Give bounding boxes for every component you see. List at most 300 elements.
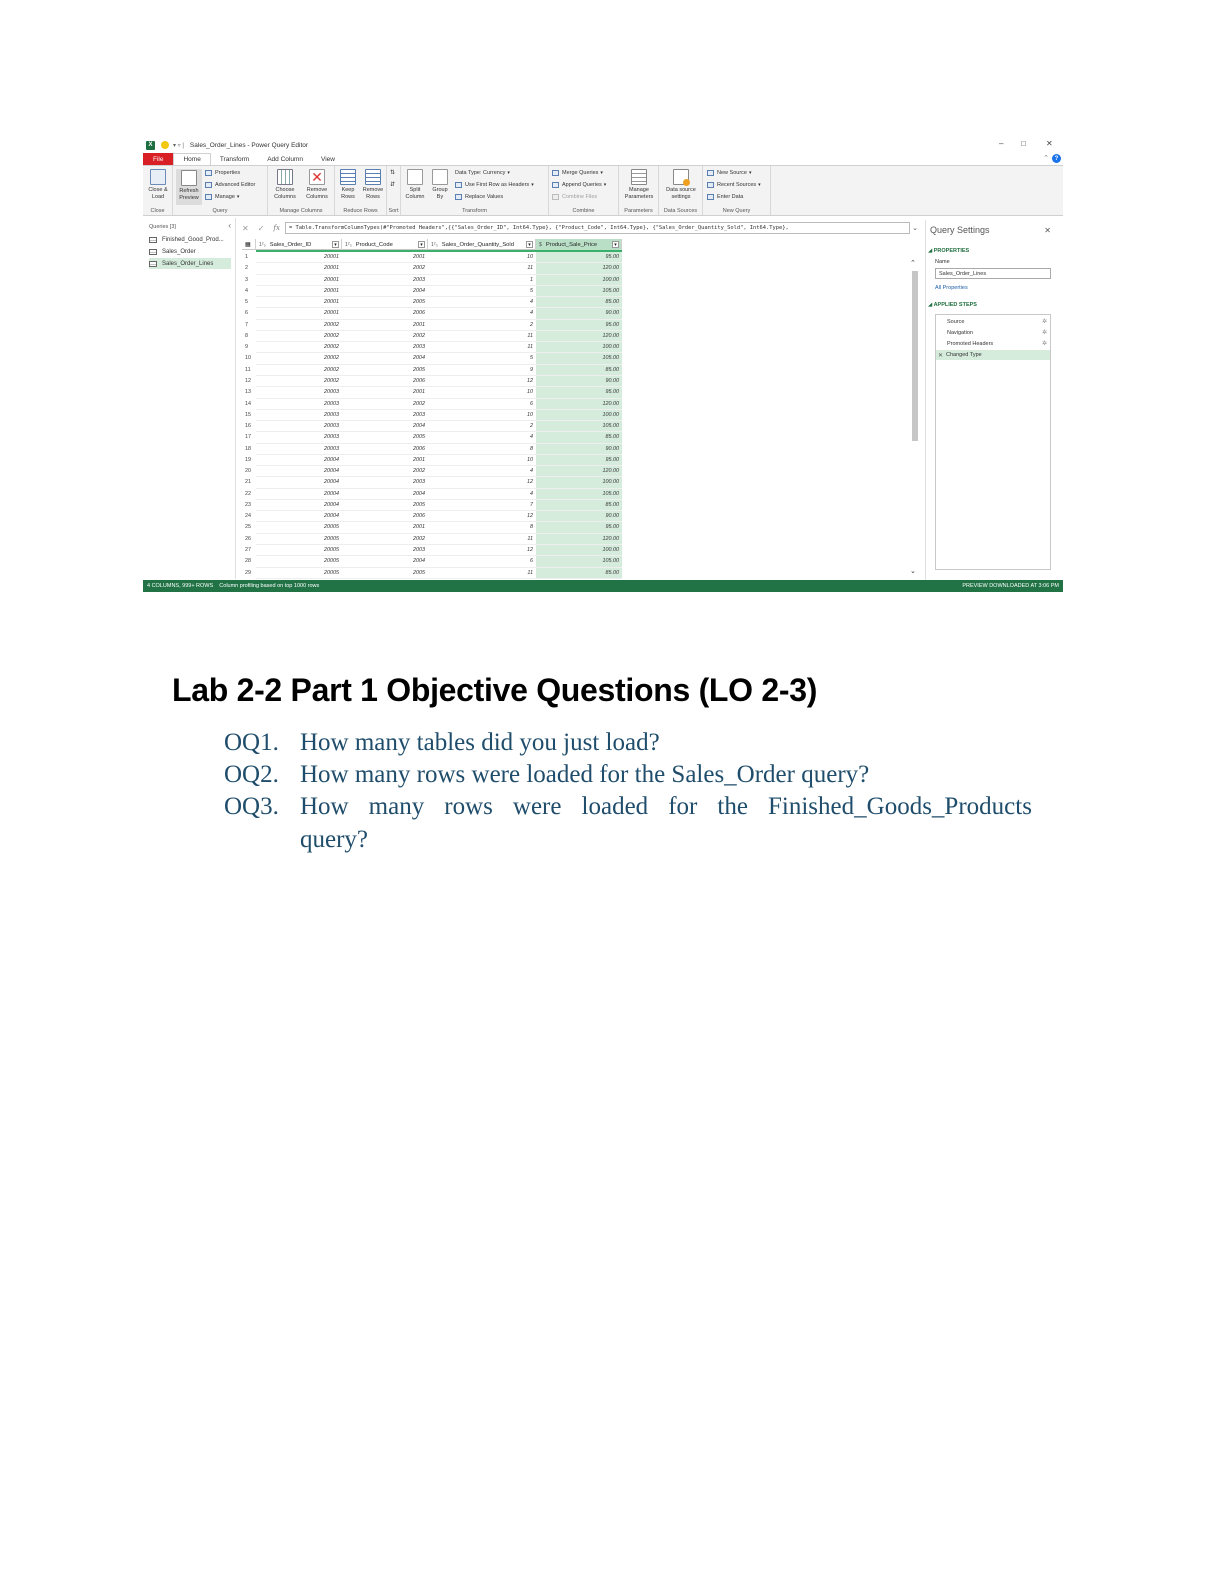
tab-home[interactable]: Home: [173, 153, 210, 165]
formula-bar: [242, 222, 918, 234]
query-item-finished-goods[interactable]: [149, 234, 231, 245]
question-number: OQ2.: [224, 761, 279, 788]
row-number[interactable]: 14: [245, 400, 251, 407]
collapse-pane-icon[interactable]: ‹: [228, 221, 231, 230]
table-cell[interactable]: 2005: [342, 500, 428, 511]
table-cell[interactable]: 12: [428, 511, 536, 522]
help-icon[interactable]: ?: [1052, 154, 1061, 163]
tab-view[interactable]: View: [320, 155, 335, 163]
fx-icon: fx: [273, 224, 280, 232]
gear-icon[interactable]: ✲: [1041, 319, 1047, 325]
close-window-icon[interactable]: ✕: [1046, 139, 1053, 148]
table-cell[interactable]: 20005: [256, 556, 342, 567]
table-cell[interactable]: 2004: [342, 489, 428, 500]
table-row[interactable]: [242, 410, 622, 421]
split-column-button[interactable]: [403, 169, 427, 200]
advanced-editor-button[interactable]: [205, 182, 255, 188]
row-number[interactable]: 26: [245, 535, 251, 542]
table-cell[interactable]: 90.00: [536, 308, 622, 319]
group-manage-columns-label: Manage Columns: [279, 208, 323, 214]
row-number[interactable]: 11: [245, 366, 251, 373]
properties-icon: [205, 170, 212, 176]
table-cell[interactable]: 2002: [342, 534, 428, 545]
quick-access-toolbar[interactable]: ▾ ▿ |: [173, 142, 184, 149]
table-cell[interactable]: 11: [428, 342, 536, 353]
table-cell[interactable]: 2004: [342, 286, 428, 297]
table-cell[interactable]: 100.00: [536, 275, 622, 286]
formula-input[interactable]: = Table.TransformColumnTypes(#"Promoted Headers",{{"Sales_Order_ID", Int64.Type}, {"Product_Code", Int64.Type}, {"Sales_Order_Quantity_Sold", Int64.Type},: [285, 222, 910, 234]
manage-label: Manage: [215, 194, 235, 200]
table-cell[interactable]: 11: [428, 534, 536, 545]
table-cell[interactable]: 2005: [342, 432, 428, 443]
table-row[interactable]: [242, 275, 622, 286]
table-row[interactable]: [242, 399, 622, 410]
table-cell[interactable]: 105.00: [536, 421, 622, 432]
table-cell[interactable]: 2: [428, 421, 536, 432]
row-number[interactable]: 18: [245, 445, 251, 452]
table-cell[interactable]: 95.00: [536, 455, 622, 466]
table-cell[interactable]: 20004: [256, 489, 342, 500]
table-icon: [149, 249, 157, 255]
group-by-button[interactable]: [429, 169, 451, 200]
append-queries-icon: [552, 182, 559, 188]
filter-dropdown-icon[interactable]: ▾: [526, 241, 533, 248]
question-continuation: query?: [300, 826, 369, 853]
group-reduce-rows: [335, 166, 387, 215]
row-number[interactable]: 23: [245, 501, 251, 508]
table-row[interactable]: [242, 444, 622, 455]
group-by-label: Group By: [432, 187, 448, 200]
table-row[interactable]: [242, 331, 622, 342]
table-cell[interactable]: 90.00: [536, 444, 622, 455]
question-word: for: [668, 793, 698, 820]
row-number[interactable]: 3: [245, 276, 248, 283]
table-cell[interactable]: 100.00: [536, 342, 622, 353]
table-cell[interactable]: 20002: [256, 320, 342, 331]
group-parameters-label: Parameters: [624, 208, 653, 214]
query-name-input[interactable]: Sales_Order_Lines: [935, 268, 1051, 279]
table-cell[interactable]: 20005: [256, 522, 342, 533]
column-header-sales-order-id[interactable]: [256, 239, 342, 250]
table-cell[interactable]: 2004: [342, 353, 428, 364]
new-source-button[interactable]: New Source ▾: [707, 170, 751, 176]
table-cell[interactable]: 10: [428, 387, 536, 398]
new-source-label: New Source: [717, 170, 747, 176]
vertical-scrollbar[interactable]: [910, 259, 919, 575]
row-number[interactable]: 21: [245, 479, 251, 486]
use-first-row-label: Use First Row as Headers: [465, 182, 530, 188]
table-row[interactable]: [242, 522, 622, 533]
table-cell[interactable]: 20001: [256, 252, 342, 263]
table-cell[interactable]: 20003: [256, 399, 342, 410]
table-cell[interactable]: 7: [428, 500, 536, 511]
scroll-thumb[interactable]: [912, 271, 918, 441]
table-cell[interactable]: 4: [428, 466, 536, 477]
table-cell[interactable]: 5: [428, 286, 536, 297]
collapse-ribbon-icon[interactable]: ⌃: [1043, 155, 1049, 162]
enter-data-label: Enter Data: [717, 194, 744, 200]
table-row[interactable]: [242, 286, 622, 297]
table-cell[interactable]: 2003: [342, 275, 428, 286]
group-combine: [549, 166, 619, 215]
manage-parameters-button[interactable]: [621, 169, 657, 200]
table-cell[interactable]: 1: [428, 275, 536, 286]
table-cell[interactable]: 120.00: [536, 466, 622, 477]
table-cell[interactable]: 2001: [342, 387, 428, 398]
expand-formula-icon[interactable]: ⌄: [912, 225, 918, 232]
table-cell[interactable]: 20003: [256, 410, 342, 421]
row-number[interactable]: 24: [245, 513, 251, 520]
table-cell[interactable]: 105.00: [536, 556, 622, 567]
question-word: were: [512, 793, 562, 820]
table-icon: [149, 261, 157, 267]
row-number[interactable]: 20: [245, 468, 251, 475]
table-cell[interactable]: 6: [428, 399, 536, 410]
table-cell[interactable]: 2006: [342, 308, 428, 319]
all-properties-link[interactable]: All Properties: [935, 285, 968, 291]
table-row[interactable]: [242, 466, 622, 477]
filter-dropdown-icon[interactable]: ▾: [332, 241, 339, 248]
table-cell[interactable]: 20004: [256, 455, 342, 466]
table-cell[interactable]: 20001: [256, 308, 342, 319]
query-item-sales-order[interactable]: [149, 246, 231, 257]
table-cell[interactable]: 20001: [256, 275, 342, 286]
close-settings-icon[interactable]: ✕: [1044, 226, 1051, 235]
table-cell[interactable]: 20002: [256, 376, 342, 387]
sort-descending-icon[interactable]: ⇵: [390, 182, 396, 188]
table-menu-icon[interactable]: ▦: [242, 239, 256, 250]
table-cell[interactable]: 2005: [342, 297, 428, 308]
table-cell[interactable]: 120.00: [536, 399, 622, 410]
table-cell[interactable]: 20002: [256, 365, 342, 376]
table-cell[interactable]: 6: [428, 556, 536, 567]
table-cell[interactable]: 85.00: [536, 568, 622, 579]
table-row[interactable]: [242, 534, 622, 545]
delete-step-icon[interactable]: ✕: [938, 352, 944, 359]
table-cell[interactable]: 2: [428, 320, 536, 331]
table-row[interactable]: [242, 263, 622, 274]
table-row[interactable]: [242, 252, 622, 263]
table-cell[interactable]: 105.00: [536, 353, 622, 364]
table-cell[interactable]: 20005: [256, 545, 342, 556]
table-cell[interactable]: 20002: [256, 342, 342, 353]
choose-columns-button[interactable]: [270, 169, 300, 200]
table-cell[interactable]: 2006: [342, 511, 428, 522]
table-cell[interactable]: 90.00: [536, 376, 622, 387]
table-row[interactable]: [242, 320, 622, 331]
table-cell[interactable]: 4: [428, 308, 536, 319]
feedback-smiley-icon[interactable]: [161, 141, 169, 149]
table-cell[interactable]: 2003: [342, 410, 428, 421]
keep-rows-button[interactable]: [337, 169, 359, 200]
table-cell[interactable]: 20001: [256, 263, 342, 274]
replace-values-label: Replace Values: [465, 194, 504, 200]
table-cell[interactable]: 20004: [256, 500, 342, 511]
table-cell[interactable]: 20004: [256, 511, 342, 522]
table-row[interactable]: [242, 455, 622, 466]
row-number[interactable]: 29: [245, 569, 251, 576]
table-cell[interactable]: 95.00: [536, 522, 622, 533]
manage-parameters-label: Manage Parameters: [624, 187, 654, 200]
row-number[interactable]: 8: [245, 332, 248, 339]
remove-columns-button[interactable]: [302, 169, 332, 200]
column-header-quantity-sold[interactable]: [428, 239, 536, 250]
table-cell[interactable]: 20001: [256, 286, 342, 297]
merge-queries-button[interactable]: Merge Queries ▾: [552, 170, 603, 176]
table-cell[interactable]: 105.00: [536, 286, 622, 297]
table-row[interactable]: [242, 421, 622, 432]
table-cell[interactable]: 11: [428, 568, 536, 579]
table-cell[interactable]: 20005: [256, 568, 342, 579]
choose-columns-icon: [277, 169, 293, 185]
properties-label: Properties: [215, 170, 241, 176]
table-cell[interactable]: 2004: [342, 556, 428, 567]
table-cell[interactable]: 85.00: [536, 432, 622, 443]
table-cell[interactable]: 20001: [256, 297, 342, 308]
row-number[interactable]: 5: [245, 299, 248, 306]
table-cell[interactable]: 20003: [256, 421, 342, 432]
ribbon-tabs: [143, 153, 1063, 165]
table-cell[interactable]: 100.00: [536, 545, 622, 556]
group-data-sources: [659, 166, 703, 215]
table-cell[interactable]: 20002: [256, 331, 342, 342]
table-cell[interactable]: 2003: [342, 545, 428, 556]
filter-dropdown-icon[interactable]: ▾: [612, 241, 619, 248]
scroll-up-icon[interactable]: ⌃: [910, 260, 916, 267]
table-cell[interactable]: 2001: [342, 320, 428, 331]
question-word: How: [300, 793, 349, 820]
table-cell[interactable]: 10: [428, 455, 536, 466]
filter-dropdown-icon[interactable]: ▾: [418, 241, 425, 248]
tab-file[interactable]: File: [143, 153, 173, 165]
table-cell[interactable]: 85.00: [536, 365, 622, 376]
row-number[interactable]: 10: [245, 355, 251, 362]
maximize-icon[interactable]: □: [1021, 139, 1026, 148]
table-cell[interactable]: 2001: [342, 522, 428, 533]
step-source[interactable]: [936, 317, 1050, 327]
recent-sources-button[interactable]: Recent Sources ▾: [707, 182, 761, 188]
row-number[interactable]: 28: [245, 558, 251, 565]
table-cell[interactable]: 20003: [256, 444, 342, 455]
table-cell[interactable]: 120.00: [536, 534, 622, 545]
row-number[interactable]: 9: [245, 344, 248, 351]
table-row[interactable]: [242, 489, 622, 500]
append-queries-label: Append Queries: [562, 182, 602, 188]
table-cell[interactable]: 2002: [342, 399, 428, 410]
data-type-dropdown[interactable]: Data Type: Currency ▾: [455, 170, 510, 176]
enter-data-button[interactable]: [707, 194, 743, 200]
row-number[interactable]: 16: [245, 423, 251, 430]
table-cell[interactable]: 9: [428, 365, 536, 376]
row-number[interactable]: 17: [245, 434, 251, 441]
table-cell[interactable]: 4: [428, 297, 536, 308]
title-bar: [143, 138, 1063, 152]
step-promoted-headers[interactable]: [936, 339, 1050, 349]
minimize-icon[interactable]: –: [999, 139, 1004, 148]
table-cell[interactable]: 12: [428, 545, 536, 556]
table-row[interactable]: [242, 500, 622, 511]
table-cell[interactable]: 2003: [342, 342, 428, 353]
table-cell[interactable]: 2005: [342, 568, 428, 579]
table-cell[interactable]: 10: [428, 410, 536, 421]
column-name: Product_Sale_Price: [545, 241, 598, 248]
scroll-down-icon[interactable]: ⌄: [910, 568, 916, 575]
table-cell[interactable]: 2006: [342, 376, 428, 387]
table-cell[interactable]: 20003: [256, 432, 342, 443]
table-cell[interactable]: 2001: [342, 252, 428, 263]
row-number[interactable]: 13: [245, 389, 251, 396]
cancel-formula-icon[interactable]: ✕: [242, 223, 249, 233]
table-row[interactable]: [242, 568, 622, 579]
question-text: [300, 793, 1032, 821]
confirm-formula-icon[interactable]: ✓: [257, 223, 265, 233]
row-number[interactable]: 6: [245, 310, 248, 317]
table-row[interactable]: [242, 376, 622, 387]
table-row[interactable]: [242, 556, 622, 567]
row-number[interactable]: 7: [245, 321, 248, 328]
manage-button[interactable]: Manage ▾: [205, 194, 239, 200]
step-label: Navigation: [947, 330, 973, 336]
table-cell[interactable]: 2005: [342, 365, 428, 376]
column-header-product-code[interactable]: [342, 239, 428, 250]
use-first-row-button[interactable]: Use First Row as Headers ▾: [455, 182, 534, 188]
tab-transform[interactable]: Transform: [219, 155, 250, 163]
close-load-button[interactable]: [146, 169, 170, 200]
row-number[interactable]: 27: [245, 547, 251, 554]
table-cell[interactable]: 120.00: [536, 263, 622, 274]
table-cell[interactable]: 105.00: [536, 489, 622, 500]
table-row[interactable]: [242, 342, 622, 353]
properties-button[interactable]: [205, 170, 240, 176]
table-cell[interactable]: 100.00: [536, 410, 622, 421]
table-cell[interactable]: 11: [428, 331, 536, 342]
row-number[interactable]: 15: [245, 411, 251, 418]
excel-app-icon: X: [146, 141, 155, 150]
table-cell[interactable]: 4: [428, 489, 536, 500]
table-cell[interactable]: 20002: [256, 353, 342, 364]
grid-header: [242, 239, 622, 250]
table-cell[interactable]: 2002: [342, 466, 428, 477]
table-icon: [149, 237, 157, 243]
table-cell[interactable]: 8: [428, 444, 536, 455]
row-number[interactable]: 25: [245, 524, 251, 531]
remove-columns-label: Remove Columns: [306, 187, 328, 200]
table-cell[interactable]: 10: [428, 252, 536, 263]
data-grid: [242, 239, 912, 579]
split-column-label: Split Column: [405, 187, 425, 200]
remove-rows-button[interactable]: [361, 169, 385, 200]
combine-files-label: Combine Files: [562, 194, 598, 200]
table-cell[interactable]: 95.00: [536, 387, 622, 398]
step-navigation[interactable]: [936, 328, 1050, 338]
table-cell[interactable]: 20004: [256, 466, 342, 477]
group-by-icon: [432, 169, 448, 185]
row-number[interactable]: 4: [245, 287, 248, 294]
table-cell[interactable]: 20005: [256, 534, 342, 545]
group-new-query: [703, 166, 771, 215]
table-cell[interactable]: 8: [428, 522, 536, 533]
row-number[interactable]: 19: [245, 456, 251, 463]
gear-icon[interactable]: ✲: [1041, 330, 1047, 336]
table-cell[interactable]: 2001: [342, 455, 428, 466]
merge-queries-label: Merge Queries: [562, 170, 599, 176]
applied-steps-section[interactable]: ◢ APPLIED STEPS: [928, 302, 977, 308]
table-cell[interactable]: 4: [428, 432, 536, 443]
table-cell[interactable]: 20003: [256, 387, 342, 398]
question-word: the: [717, 793, 748, 820]
gear-icon[interactable]: ✲: [1041, 341, 1047, 347]
row-number[interactable]: 12: [245, 377, 251, 384]
row-number[interactable]: 22: [245, 490, 251, 497]
query-item-sales-order-lines[interactable]: [149, 258, 231, 269]
remove-rows-icon: [365, 169, 381, 185]
applied-steps-label: APPLIED STEPS: [933, 302, 977, 308]
data-source-settings-button[interactable]: [662, 169, 700, 200]
table-cell[interactable]: 5: [428, 353, 536, 364]
table-cell[interactable]: 2006: [342, 444, 428, 455]
query-settings-title: Query Settings: [930, 225, 990, 235]
table-cell[interactable]: 85.00: [536, 500, 622, 511]
column-name: Sales_Order_Quantity_Sold: [441, 241, 514, 248]
table-cell[interactable]: 120.00: [536, 331, 622, 342]
table-row[interactable]: [242, 511, 622, 522]
row-number[interactable]: 1: [245, 254, 248, 260]
table-cell[interactable]: 12: [428, 376, 536, 387]
advanced-editor-icon: [205, 182, 212, 188]
table-row[interactable]: [242, 545, 622, 556]
replace-values-button[interactable]: [455, 194, 503, 200]
table-cell[interactable]: 85.00: [536, 297, 622, 308]
table-row[interactable]: [242, 308, 622, 319]
use-first-row-icon: [455, 182, 462, 188]
table-cell[interactable]: 2004: [342, 421, 428, 432]
properties-section[interactable]: ◢ PROPERTIES: [928, 248, 970, 254]
table-row[interactable]: [242, 387, 622, 398]
table-row[interactable]: [242, 353, 622, 364]
table-cell[interactable]: 12: [428, 477, 536, 488]
table-row[interactable]: [242, 432, 622, 443]
table-cell[interactable]: 95.00: [536, 252, 622, 263]
combine-files-icon: [552, 194, 559, 200]
table-cell[interactable]: 2002: [342, 263, 428, 274]
table-cell[interactable]: 2002: [342, 331, 428, 342]
table-cell[interactable]: 90.00: [536, 511, 622, 522]
table-row[interactable]: [242, 365, 622, 376]
refresh-icon: [181, 170, 197, 186]
type-icon: 1²₃: [345, 241, 352, 248]
group-transform: [401, 166, 549, 215]
table-cell[interactable]: 100.00: [536, 477, 622, 488]
question-word: many: [368, 793, 425, 820]
combine-files-button[interactable]: [552, 194, 597, 200]
table-cell[interactable]: 20004: [256, 477, 342, 488]
table-row[interactable]: [242, 297, 622, 308]
row-number[interactable]: 2: [245, 265, 248, 272]
table-cell[interactable]: 2003: [342, 477, 428, 488]
step-changed-type[interactable]: [936, 350, 1050, 360]
tab-add-column[interactable]: Add Column: [267, 155, 303, 163]
table-row[interactable]: [242, 477, 622, 488]
group-data-sources-label: Data Sources: [663, 208, 698, 214]
column-header-product-sale-price[interactable]: [536, 239, 622, 250]
refresh-preview-button[interactable]: [176, 169, 202, 205]
table-cell[interactable]: 11: [428, 263, 536, 274]
column-name: Sales_Order_ID: [269, 241, 312, 248]
append-queries-button[interactable]: Append Queries ▾: [552, 182, 606, 188]
table-cell[interactable]: 95.00: [536, 320, 622, 331]
question-number: OQ3.: [224, 793, 279, 820]
sort-ascending-icon[interactable]: ⇅: [390, 170, 396, 176]
